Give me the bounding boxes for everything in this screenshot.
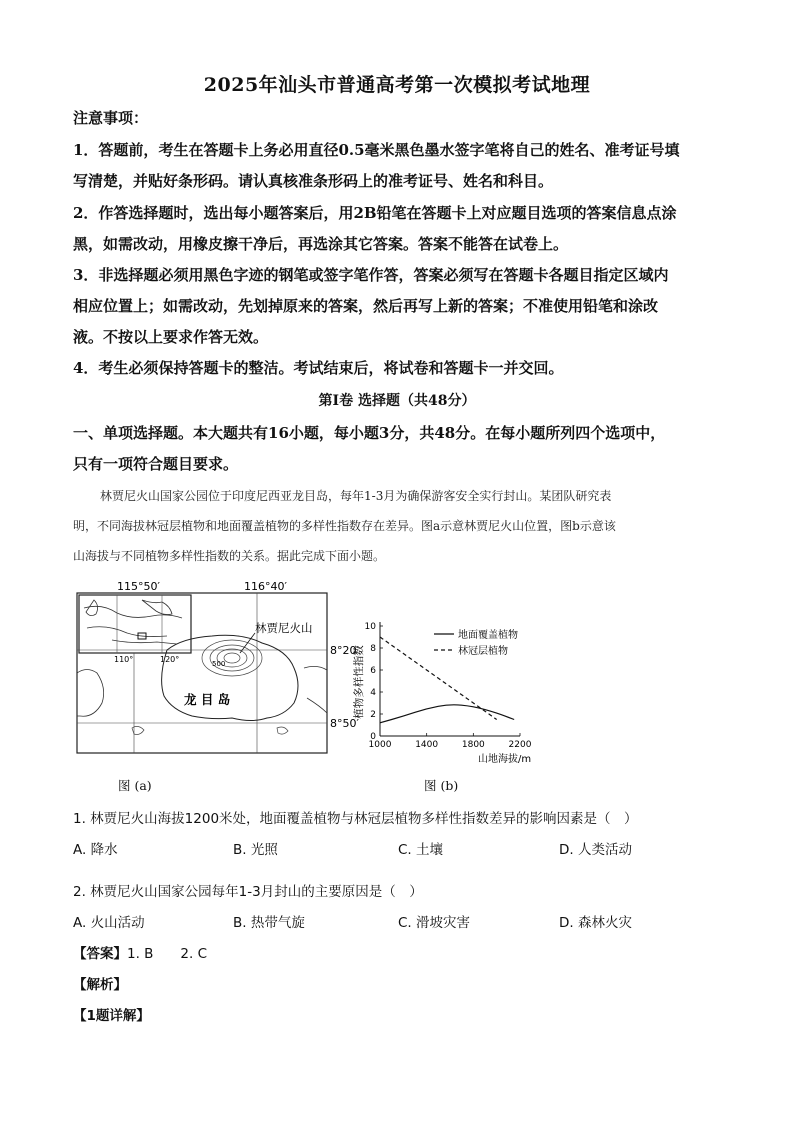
notice-line: 3．非选择题必须用黑色字迹的钢笔或签字笔作答，答案必须写在答题卡各题目指定区域内 [73,266,669,284]
lon-label: 116°40′ [244,580,287,593]
figure-a-caption: 图 (a) [118,778,152,793]
notice-heading: 注意事项： [73,109,149,127]
question-1-option-c: C. 土壤 [398,842,444,858]
lat-label: 8°50′ [330,717,359,730]
notice-line: 4．考生必须保持答题卡的整洁。考试结束后，将试卷和答题卡一并交回。 [73,359,564,377]
notice-line: 液。不按以上要求作答无效。 [73,328,269,346]
y-tick-label: 0 [370,732,376,742]
inset-map [79,595,191,653]
question-2-option-d: D. 森林火灾 [559,915,632,931]
inset-label: 120° [160,655,180,664]
contour-label: 500 [212,660,226,668]
y-axis-label: 植物多样性指数 [353,645,365,719]
y-tick-label: 10 [364,622,376,632]
x-tick-label: 1800 [461,740,485,750]
y-tick-label: 6 [370,666,376,676]
question-2-option-b: B. 热带气旋 [233,915,305,931]
answer-tag: 【答案】 [73,946,127,962]
page-title: 2025年汕头市普通高考第一次模拟考试地理 [203,74,591,96]
answer-line [73,942,207,962]
legend-label: 林冠层植物 [458,646,508,657]
analysis-tag: 【解析】 [73,977,127,993]
series-line [380,705,514,723]
notice-line: 写清楚，并贴好条形码。请认真核准条形码上的准考证号、姓名和科目。 [73,172,554,190]
stem-line: 林贾尼火山国家公园位于印度尼西亚龙目岛，每年1-3月为确保游客安全实行封山。某团队研究表 [100,489,612,503]
question-2-option-a: A. 火山活动 [73,915,145,931]
inset-label: 110° [114,655,134,664]
volcano-label: 林贾尼火山 [255,621,313,635]
detail-tag: 【1题详解】 [73,1008,150,1024]
notice-line: 1．答题前，考生在答题卡上务必用直径0.5毫米黑色墨水签字笔将自己的姓名、准考证号填 [73,141,680,159]
y-tick-label: 4 [370,688,376,698]
question-1-option-d: D. 人类活动 [559,842,632,858]
mcq-instruction: 只有一项符合题目要求。 [73,455,239,473]
question-1-stem: 1. 林贾尼火山海拔1200米处，地面覆盖植物与林冠层植物多样性指数差异的影响因素是（ ） [73,811,638,827]
question-2-option-c: C. 滑坡灾害 [398,915,471,931]
lat-label: 8°20′ [330,644,359,657]
mcq-instruction: 一、单项选择题。本大题共有16小题，每小题3分，共48分。在每小题所列四个选项中， [73,424,666,442]
island-label: 龙 目 岛 [184,692,231,707]
stem-line: 明，不同海拔林冠层植物和地面覆盖植物的多样性指数存在差异。图a示意林贾尼火山位置，图b示意该 [73,519,616,533]
x-tick-label: 1400 [415,740,439,750]
question-1-option-b: B. 光照 [233,842,278,858]
y-tick-label: 8 [370,644,376,654]
question-1-option-a: A. 降水 [73,842,118,858]
section-title: 第I卷 选择题（共48分） [318,393,476,409]
figure-b-caption: 图 (b) [424,778,459,793]
x-axis-label: 山地海拔/m [478,754,532,765]
answer-text: 1. B 2. C [127,946,208,962]
notice-line: 相应位置上；如需改动，先划掉原来的答案，然后再写上新的答案；不准使用铅笔和涂改 [73,297,659,315]
x-tick-label: 2200 [508,740,532,750]
stem-line: 山海拔与不同植物多样性指数的关系。据此完成下面小题。 [73,549,386,563]
notice-line: 黑，如需改动，用橡皮擦干净后，再选涂其它答案。答案不能答在试卷上。 [73,235,569,253]
diversity-chart [350,612,540,772]
legend-label: 地面覆盖植物 [458,630,518,641]
lon-label: 115°50′ [117,580,160,593]
question-2-stem: 2. 林贾尼火山国家公园每年1-3月封山的主要原因是（ ） [73,884,423,900]
notice-line: 2．作答选择题时，选出每小题答案后，用2B铅笔在答题卡上对应题目选项的答案信息点涂 [73,204,677,222]
y-tick-label: 2 [370,710,376,720]
x-tick-label: 1000 [368,740,392,750]
